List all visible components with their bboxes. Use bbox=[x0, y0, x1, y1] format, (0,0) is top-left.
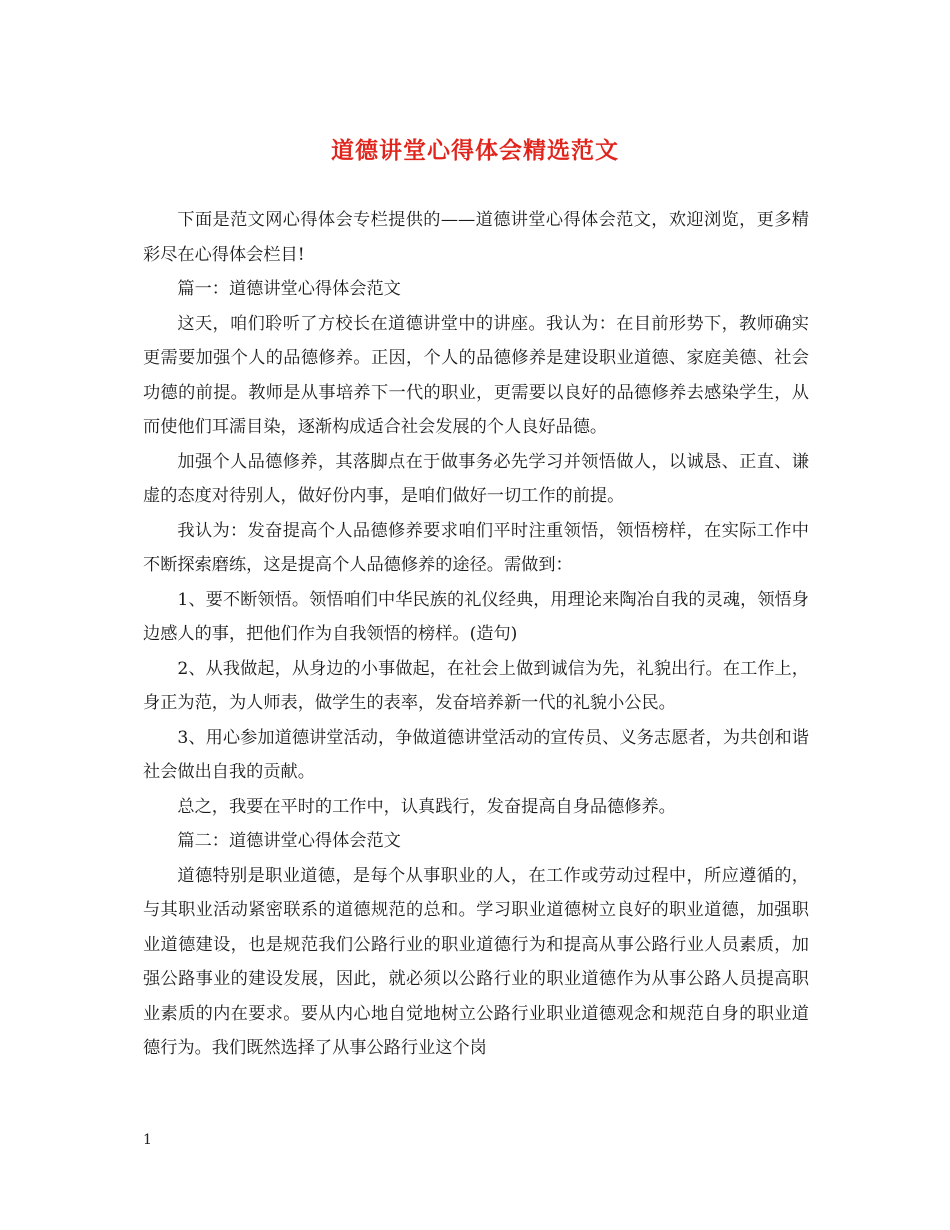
document-body bbox=[143, 203, 809, 1066]
page-number: 1 bbox=[143, 1132, 152, 1148]
paragraph: 这天，咱们聆听了方校长在道德讲堂中的讲座。我认为：在目前形势下，教师确实更需要加强个人的品德修养。正因，个人的品德修养是建设职业道德、家庭美德、社会功德的前提。教师是从事培养下一代的职业，更需要以良好的品德修养去感染学生，从而使他们耳濡目染，逐渐构成适合社会发展的个人良好品德。 bbox=[143, 313, 809, 437]
paragraph-intro: 下面是范文网心得体会专栏提供的——道德讲堂心得体会范文，欢迎浏览，更多精彩尽在心得体会栏目! bbox=[143, 210, 809, 265]
paragraph: 道德特别是职业道德，是每个从事职业的人，在工作或劳动过程中，所应遵循的，与其职业活动紧密联系的道德规范的总和。学习职业道德树立良好的职业道德，加强职业道德建设，也是规范我们公路行业的职业道德行为和提高从事公路行业人员素质，加强公路事业的建设发展，因此，就必须以公路行业的职业道德作为从事公路人员提高职业素质的内在要求。要从内心地自觉地树立公路行业职业道德观念和规范自身的职业道德行为。我们既然选择了从事公路行业这个岗 bbox=[143, 865, 809, 1058]
paragraph: 我认为：发奋提高个人品德修养要求咱们平时注重领悟，领悟榜样，在实际工作中不断探索磨练，这是提高个人品德修养的途径。需做到： bbox=[143, 520, 809, 575]
list-item-2: 2、从我做起，从身边的小事做起，在社会上做到诚信为先，礼貌出行。在工作上，身正为范，为人师表，做学生的表率，发奋培养新一代的礼貌小公民。 bbox=[143, 658, 809, 713]
section-heading-2: 篇二：道德讲堂心得体会范文 bbox=[177, 831, 401, 851]
document-title: 道德讲堂心得体会精选范文 bbox=[331, 137, 619, 164]
section-heading-1: 篇一：道德讲堂心得体会范文 bbox=[177, 279, 401, 299]
paragraph-summary: 总之，我要在平时的工作中，认真践行，发奋提高自身品德修养。 bbox=[177, 796, 676, 817]
paragraph: 加强个人品德修养，其落脚点在于做事务必先学习并领悟做人，以诚恳、正直、谦虚的态度对待别人，做好份内事，是咱们做好一切工作的前提。 bbox=[143, 451, 809, 506]
list-item-3: 3、用心参加道德讲堂活动，争做道德讲堂活动的宣传员、义务志愿者，为共创和谐社会做出自我的贡献。 bbox=[143, 727, 809, 782]
list-item-1: 1、要不断领悟。领悟咱们中华民族的礼仪经典，用理论来陶冶自我的灵魂，领悟身边感人的事，把他们作为自我领悟的榜样。(造句) bbox=[143, 589, 809, 644]
